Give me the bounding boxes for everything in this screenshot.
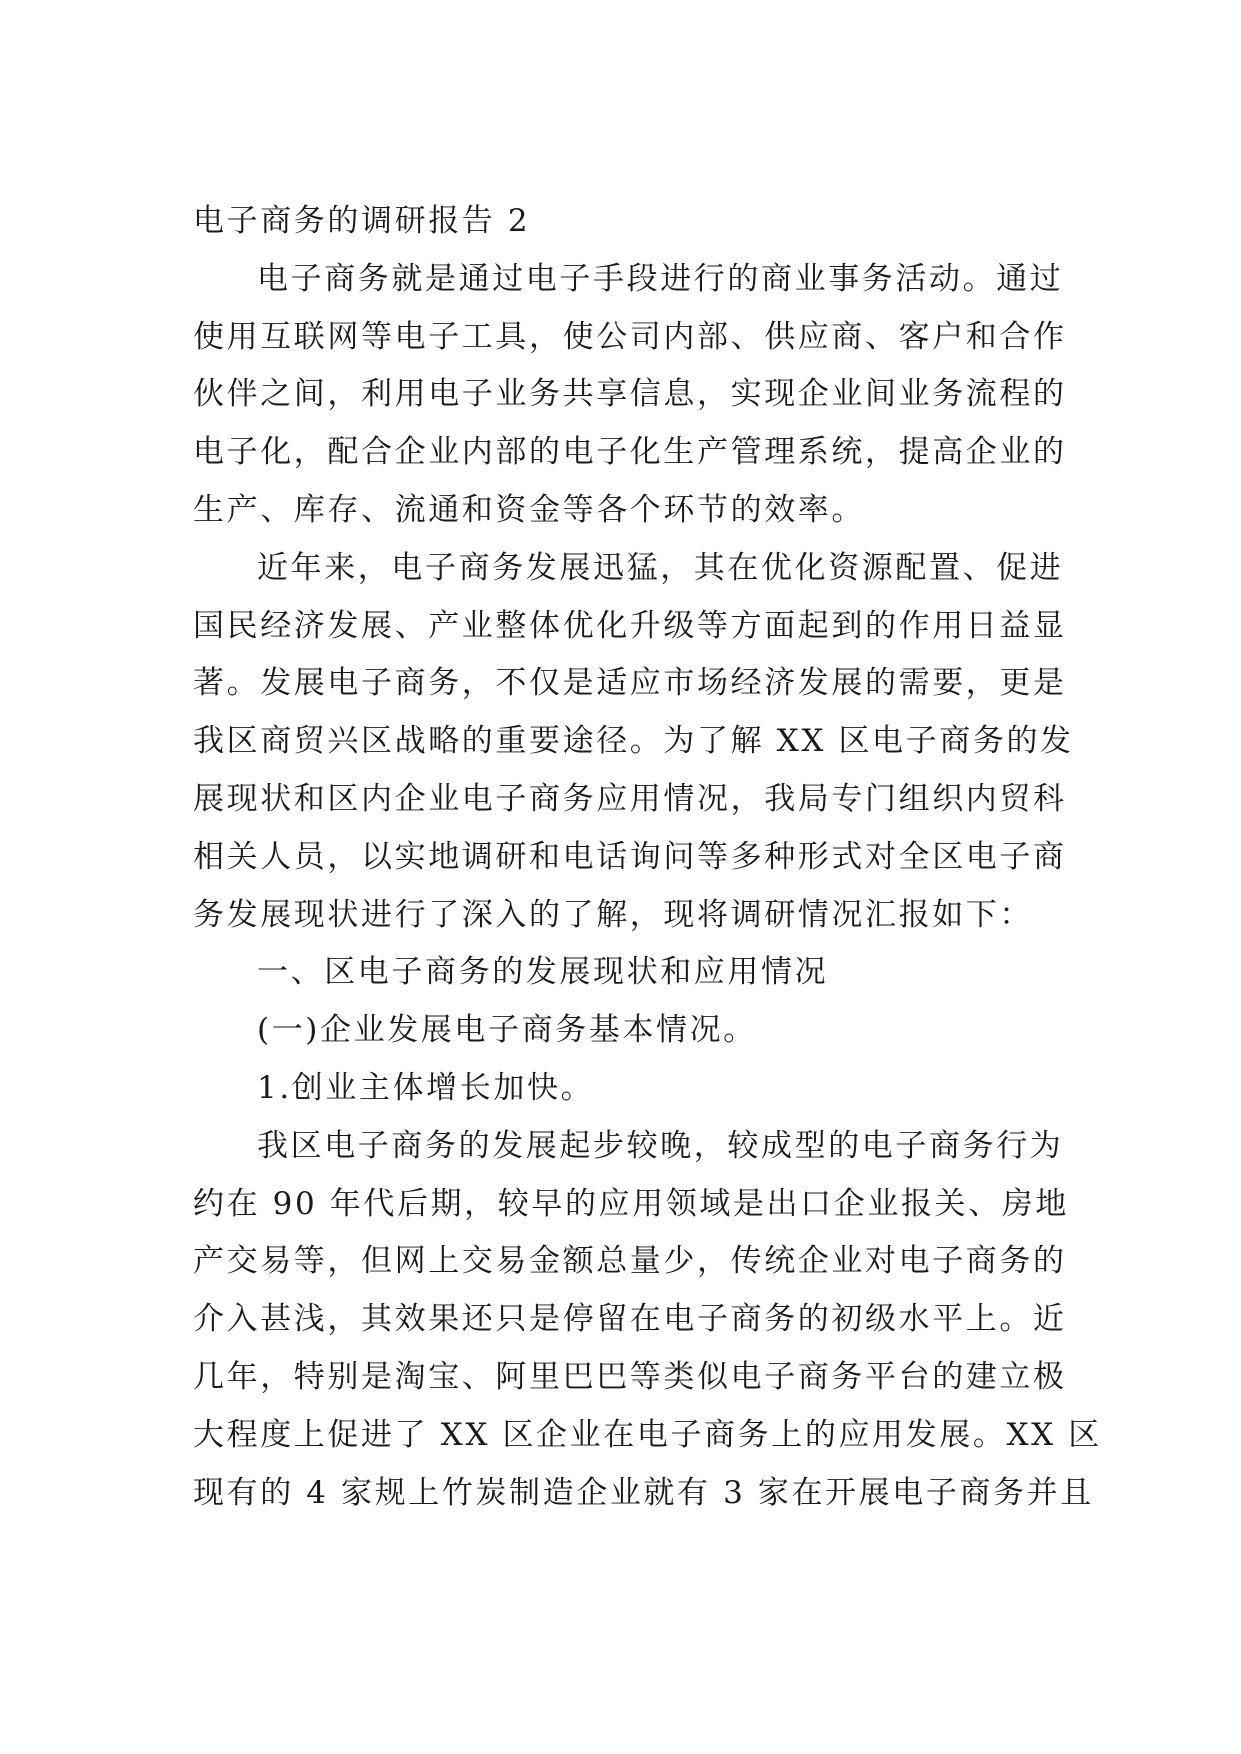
paragraph-line: 著。发展电子商务，不仅是适应市场经济发展的需要，更是 xyxy=(193,665,1067,702)
item-heading: 1.创业主体增长加快。 xyxy=(257,1069,595,1106)
document-title: 电子商务的调研报告 2 xyxy=(193,203,531,239)
paragraph-line: 相关人员，以实地调研和电话询问等多种形式对全区电子商 xyxy=(193,838,1067,875)
paragraph-line: 国民经济发展、产业整体优化升级等方面起到的作用日益显 xyxy=(193,607,1067,644)
section-heading: 一、区电子商务的发展现状和应用情况 xyxy=(257,954,829,991)
paragraph-line: 电子化，配合企业内部的电子化生产管理系统，提高企业的 xyxy=(193,434,1067,471)
paragraph-line: 生产、库存、流通和资金等各个环节的效率。 xyxy=(193,491,865,528)
paragraph-line: 现有的 4 家规上竹炭制造企业就有 3 家在开展电子商务并且 xyxy=(193,1474,1094,1511)
paragraph-line: 我区商贸兴区战略的重要途径。为了解 XX 区电子商务的发 xyxy=(193,723,1074,760)
paragraph-line: 几年，特别是淘宝、阿里巴巴等类似电子商务平台的建立极 xyxy=(193,1358,1067,1395)
paragraph-line: 我区电子商务的发展起步较晚，较成型的电子商务行为 xyxy=(257,1127,1064,1164)
paragraph-line: 务发展现状进行了深入的了解，现将调研情况汇报如下： xyxy=(193,896,1033,933)
paragraph-line: 电子商务就是通过电子手段进行的商业事务活动。通过 xyxy=(257,260,1064,297)
paragraph-line: 大程度上促进了 XX 区企业在电子商务上的应用发展。XX 区 xyxy=(193,1416,1102,1453)
paragraph-line: 伙伴之间，利用电子业务共享信息，实现企业间业务流程的 xyxy=(193,376,1067,413)
document-body xyxy=(193,193,1102,1522)
paragraph-line: 近年来，电子商务发展迅猛，其在优化资源配置、促进 xyxy=(257,549,1064,586)
paragraph-line: 使用互联网等电子工具，使公司内部、供应商、客户和合作 xyxy=(193,318,1067,355)
paragraph-line: 展现状和区内企业电子商务应用情况，我局专门组织内贸科 xyxy=(193,780,1067,817)
subsection-heading: (一)企业发展电子商务基本情况。 xyxy=(257,1012,757,1049)
paragraph-line: 产交易等，但网上交易金额总量少，传统企业对电子商务的 xyxy=(193,1243,1067,1280)
paragraph-line: 介入甚浅，其效果还只是停留在电子商务的初级水平上。近 xyxy=(193,1301,1067,1338)
paragraph-line: 约在 90 年代后期，较早的应用领域是出口企业报关、房地 xyxy=(193,1185,1069,1222)
